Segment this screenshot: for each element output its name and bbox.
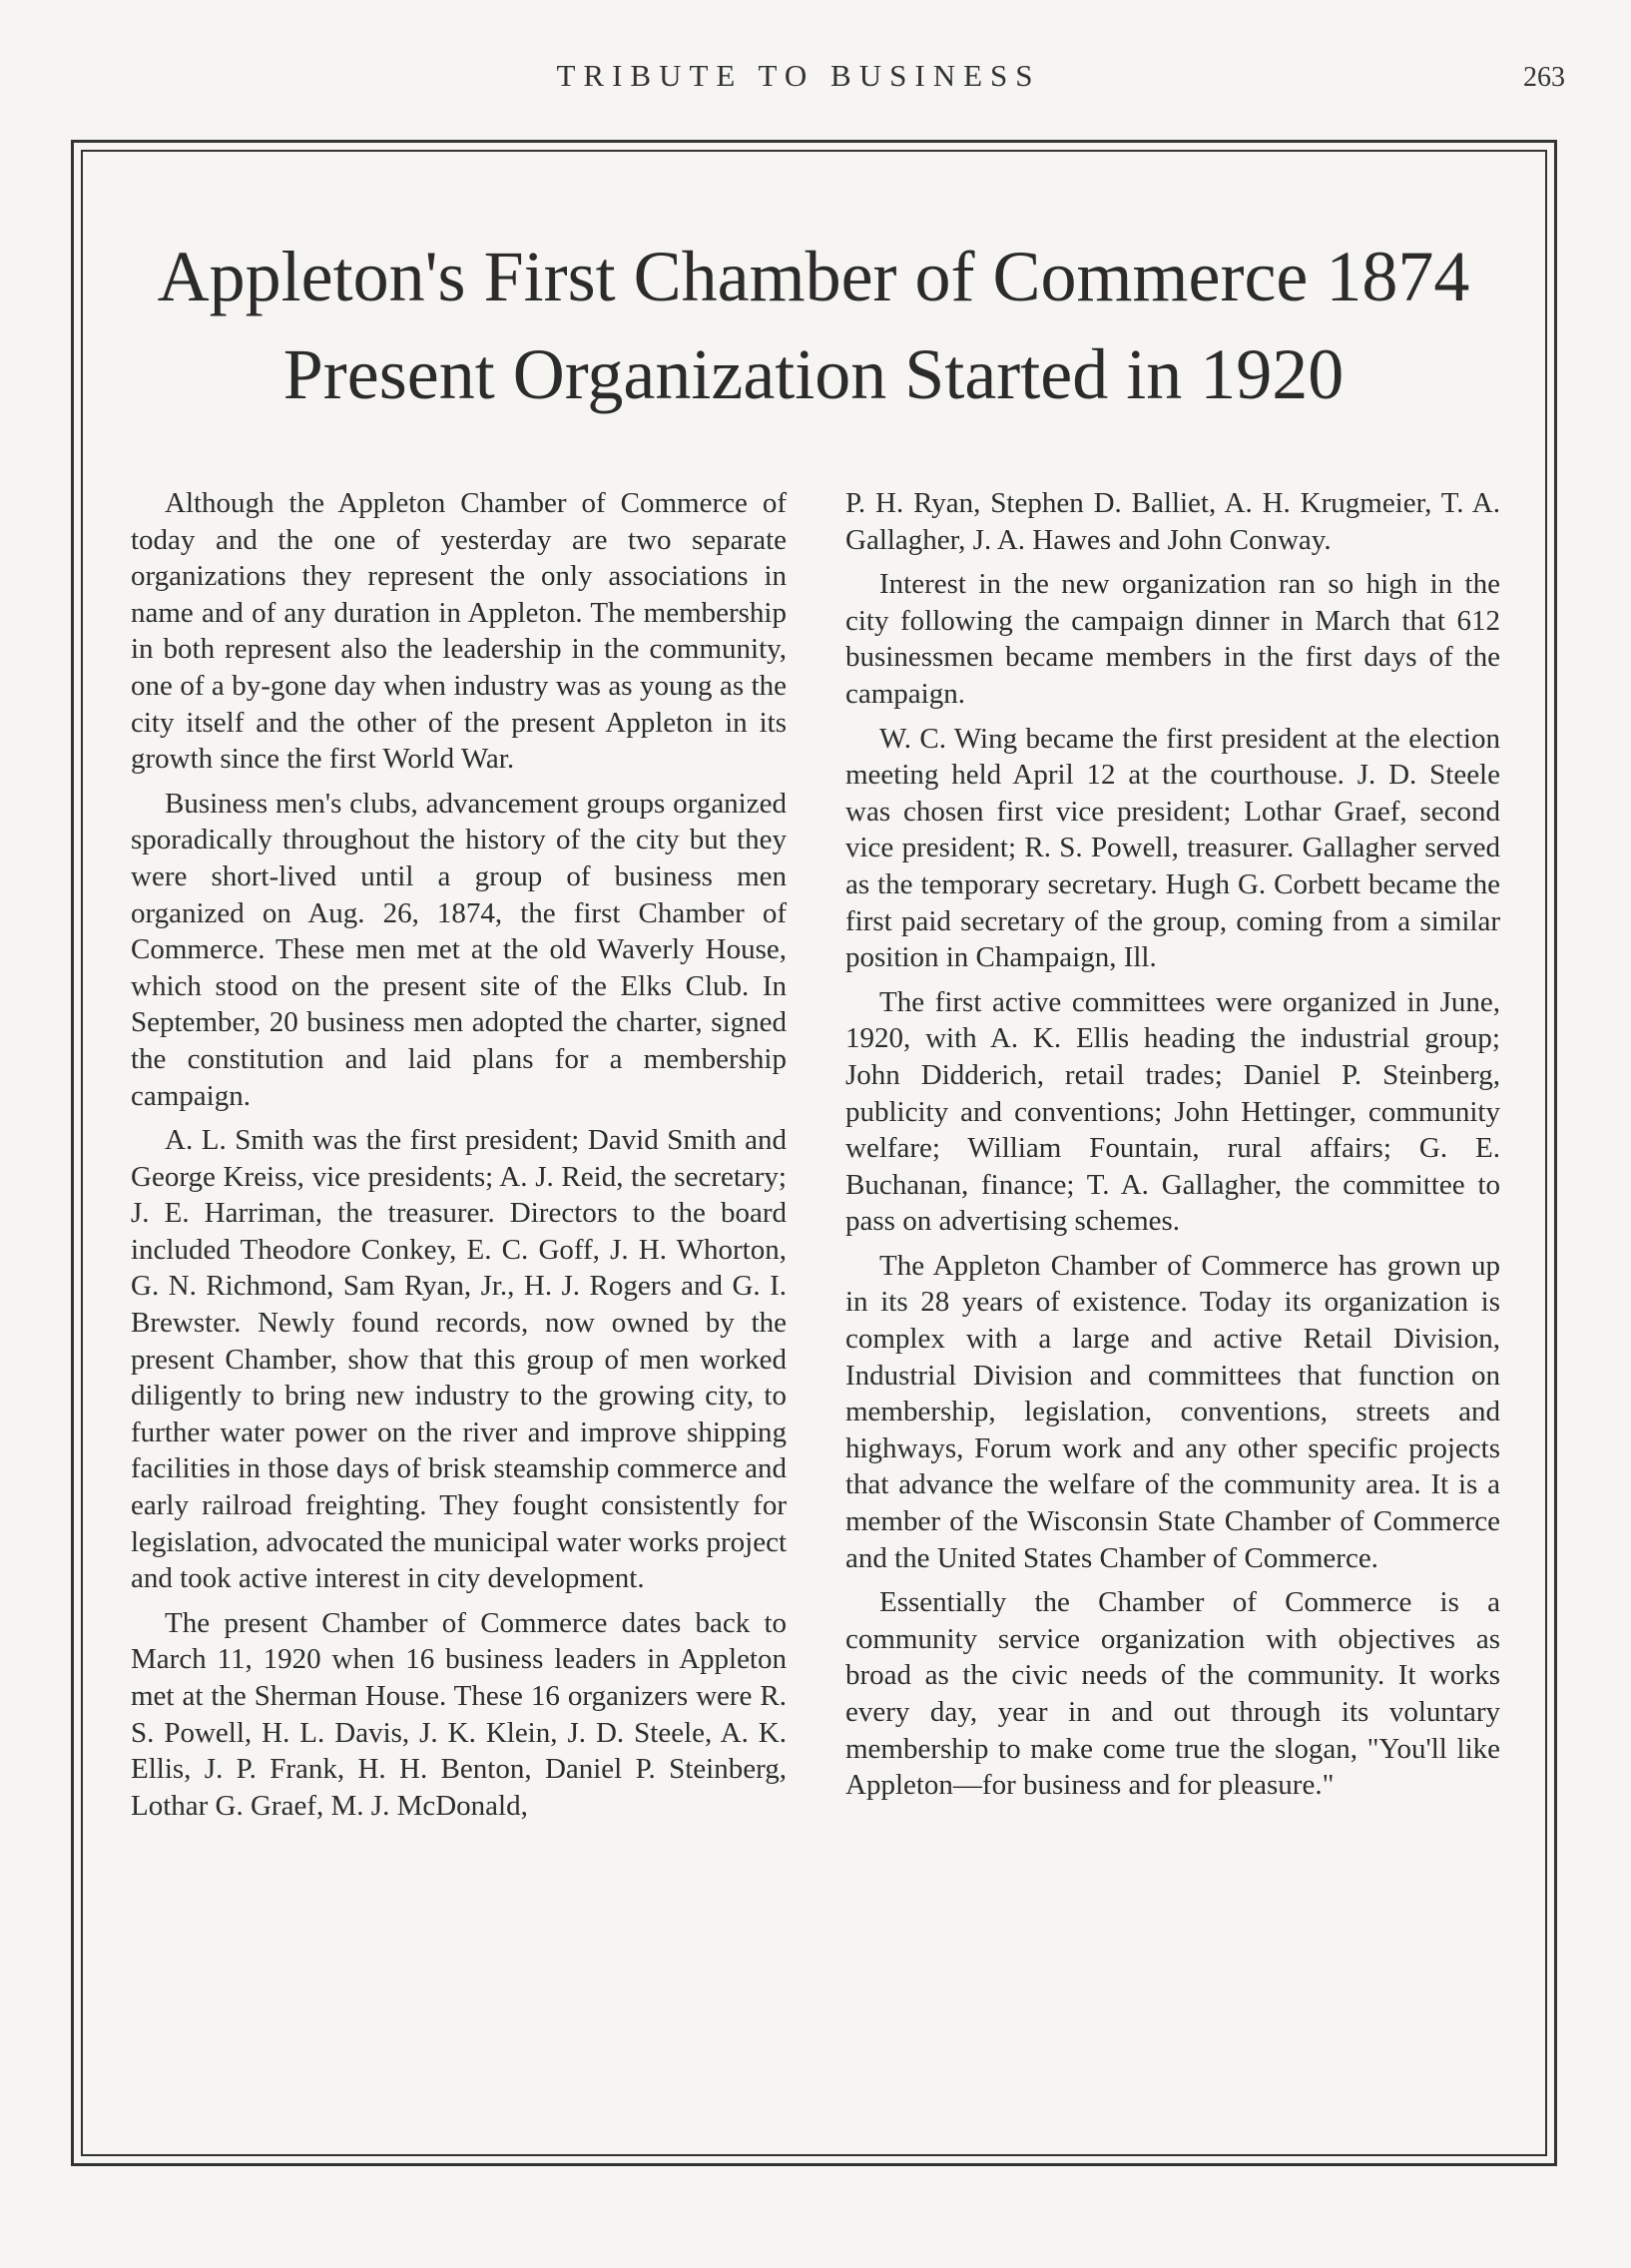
paragraph: The present Chamber of Commerce dates back to March 11, 1920 when 16 business leaders in Appleton met at the Sherman House. These 16 organizers were R. S. Powell, H. L. Davis, J. K. Klein, J. D. Steele, A. K. Ellis, J. P. Frank, H. H. Benton, Daniel P. Steinberg, Lothar G. Graef, M. J. McDonald, — [131, 1606, 787, 1822]
headline-line-2: Present Organization Started in 1920 — [282, 334, 1345, 414]
paragraph: Interest in the new organization ran so high in the city following the campaign dinner in March that 612 businessmen became members in the first days of the campaign. — [845, 568, 1500, 710]
headline-line-1: Appleton's First Chamber of Commerce 1874 — [157, 237, 1470, 316]
right-column — [845, 485, 1500, 1812]
paragraph: W. C. Wing became the first president at the election meeting held April 12 at the courthouse. J. D. Steele was chosen first vice president; Lothar Graef, second vice president; R. S. Powell, treasurer. Gallagher served as the temporary secretary. Hugh G. Corbett became the first paid secretary of the group, coming from a similar position in Champaign, Ill. — [845, 722, 1500, 974]
article-headline — [100, 228, 1527, 423]
paragraph: The first active committees were organized in June, 1920, with A. K. Ellis heading the industrial group; John Didderich, retail trades; Daniel P. Steinberg, publicity and conventions; John Hettinger, community welfare; William Fountain, rural affairs; G. E. Buchanan, finance; T. A. Gallagher, the committee to pass on advertising schemes. — [845, 985, 1500, 1238]
paragraph: Although the Appleton Chamber of Commerce of today and the one of yesterday are two separate organizations they represent the only associations in name and of any duration in Appleton. The membership in both represent also the leadership in the community, one of a by-gone day when industry was as young as the city itself and the other of the present Appleton in its growth since the first World War. — [131, 487, 787, 776]
paragraph: The Appleton Chamber of Commerce has grown up in its 28 years of existence. Today its organization is complex with a large and active Retail Division, Industrial Division and committees that function on membership, legislation, conventions, streets and highways, Forum work and any other specific projects that advance the welfare of the community area. It is a member of the Wisconsin State Chamber of Commerce and the United States Chamber of Commerce. — [845, 1249, 1500, 1574]
page-number: 263 — [1523, 62, 1565, 93]
left-column — [131, 485, 787, 1832]
running-title: TRIBUTE TO BUSINESS — [556, 58, 1041, 93]
paragraph: A. L. Smith was the first president; David Smith and George Kreiss, vice presidents; A. J. Reid, the secretary; J. E. Harriman, the treasurer. Directors to the board included Theodore Conkey, E. C. Goff, J. H. Whorton, G. N. Richmond, Sam Ryan, Jr., H. J. Rogers and G. I. Brewster. Newly found records, now owned by the present Chamber, show that this group of men worked diligently to bring new industry to the growing city, to further water power on the river and improve shipping facilities in those days of brisk steamship commerce and early railroad freighting. They fought consistently for legislation, advocated the municipal water works project and took active interest in city development. — [131, 1124, 787, 1595]
paragraph: Essentially the Chamber of Commerce is a community service organization with objectives as broad as the civic needs of the community. It works every day, year in and out through its voluntary membership to make come true the slogan, "You'll like Appleton—for business and for pleasure." — [845, 1586, 1500, 1802]
paragraph-continued: P. H. Ryan, Stephen D. Balliet, A. H. Krugmeier, T. A. Gallagher, J. A. Hawes and John Conway. — [845, 487, 1500, 556]
running-head — [0, 52, 1631, 102]
paragraph: Business men's clubs, advancement groups organized sporadically throughout the history of the city but they were short-lived until a group of business men organized on Aug. 26, 1874, the first Chamber of Commerce. These men met at the old Waverly House, which stood on the present site of the Elks Club. In September, 20 business men adopted the charter, signed the constitution and laid plans for a membership campaign. — [131, 787, 787, 1112]
